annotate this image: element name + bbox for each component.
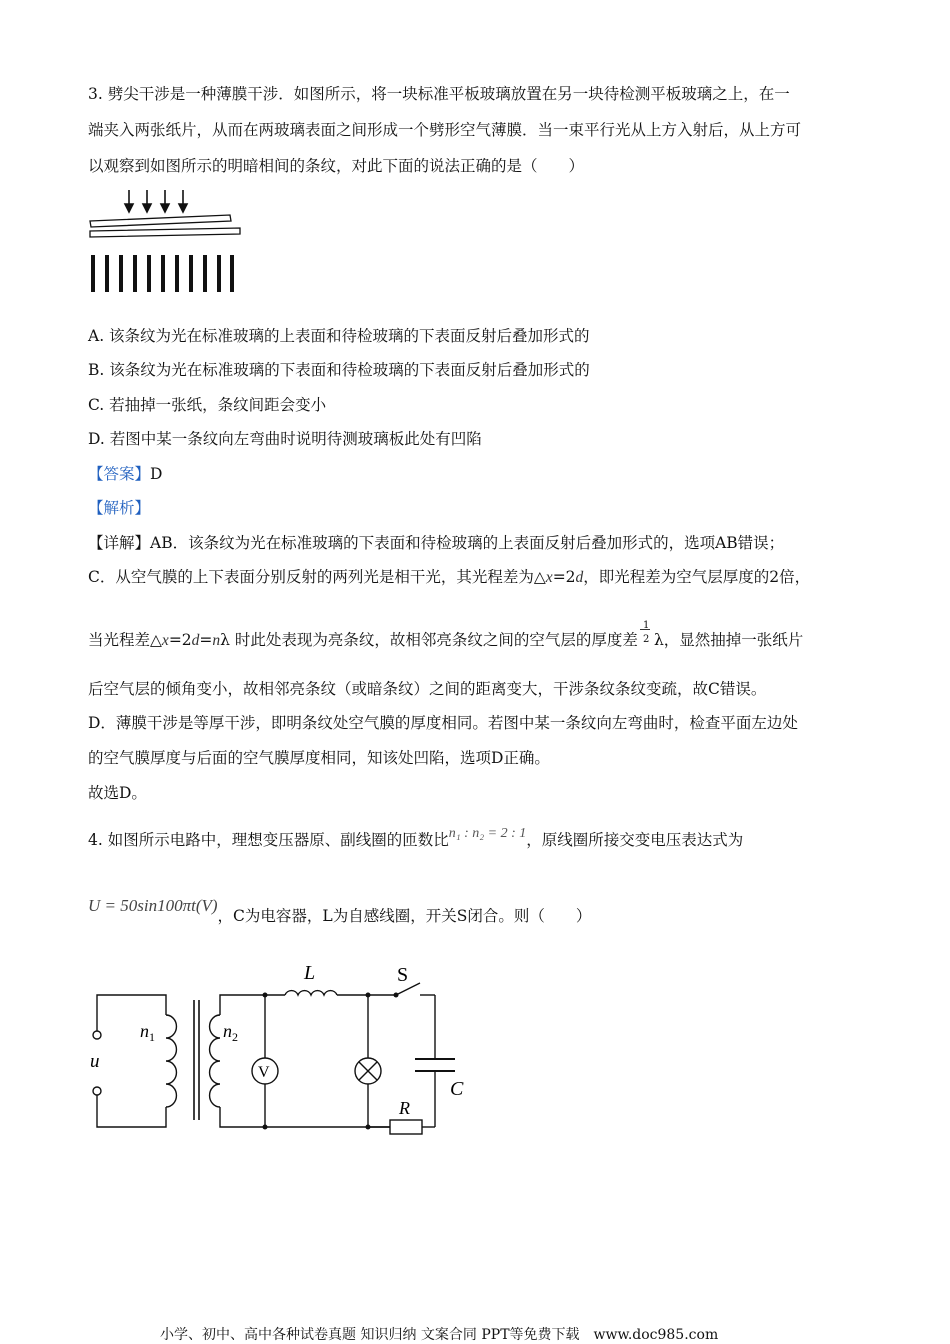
text: 当光程差△	[88, 631, 162, 649]
q3-answer	[88, 464, 162, 484]
q3-analysis-tag	[88, 498, 150, 518]
secondary-coil	[210, 1015, 220, 1107]
text: C．从空气膜的上下表面分别反射的两列光是相干光，其光程差为△	[88, 568, 546, 586]
var-d: d	[575, 569, 584, 586]
fraction-numerator: 1	[642, 620, 650, 631]
label-n2: $n_2$	[223, 1021, 238, 1044]
var-d: d	[191, 632, 200, 649]
glass-plates	[90, 215, 240, 237]
label-R: R	[399, 1098, 410, 1118]
q3-conclusion: 故选D。	[88, 784, 147, 802]
q3-option-d: D. 若图中某一条纹向左弯曲时说明待测玻璃板此处有凹陷	[88, 430, 482, 448]
junction-dot	[263, 993, 268, 998]
var-n: n	[212, 632, 221, 649]
q4-stem-line1	[88, 826, 744, 852]
transformer-circuit-diagram	[80, 955, 480, 1140]
text: λ，显然抽掉一张纸片	[653, 631, 804, 649]
turns-ratio: n₁ : n₂ = 2 : 1	[448, 826, 527, 841]
detail-tag: 【详解】	[88, 534, 151, 552]
q3-stem-line2: 端夹入两张纸片，从而在两玻璃表面之间形成一个劈形空气薄膜．当一束平行光从上方入射后，从上方可	[88, 121, 802, 139]
q4-stem-line2	[88, 896, 592, 926]
text: ，即光程差为空气层厚度的2倍，	[583, 568, 811, 586]
switch-pivot	[394, 993, 399, 998]
q3-option-b: B. 该条纹为光在标准玻璃的下表面和待检玻璃的下表面反射后叠加形式的	[88, 361, 590, 379]
input-terminal-top	[93, 1031, 101, 1039]
primary-wire	[97, 995, 166, 1031]
inductor-L	[285, 991, 337, 995]
junction-dot	[366, 993, 371, 998]
q3-detail-c-line2	[88, 620, 804, 651]
q3-option-a: A. 该条纹为光在标准玻璃的上表面和待检玻璃的下表面反射后叠加形式的	[88, 327, 590, 345]
input-terminal-bottom	[93, 1087, 101, 1095]
text: λ 时此处表现为亮条纹，故相邻亮条纹之间的空气层的厚度差	[220, 631, 638, 649]
analysis-tag: 【解析】	[88, 499, 151, 517]
label-u: u	[90, 1051, 100, 1072]
answer-tag: 【答案】	[88, 465, 151, 483]
junction-dot	[366, 1125, 371, 1130]
secondary-wire	[220, 995, 285, 1015]
q3-option-c: C. 若抽掉一张纸，条纹间距会变小	[88, 396, 327, 414]
secondary-wire	[220, 1107, 390, 1127]
label-C: C	[450, 1078, 464, 1100]
q3-detail-c-line3: 后空气层的倾角变小，故相邻亮条纹（或暗条纹）之间的距离变大，干涉条纹条纹变疏，故C错误。	[88, 680, 767, 698]
detail-text: AB．该条纹为光在标准玻璃的下表面和待检玻璃的上表面反射后叠加形式的，选项AB错误；	[150, 534, 785, 552]
label-L: L	[304, 962, 316, 984]
q3-detail-c-line1	[88, 567, 810, 588]
text: ，原线圈所接交变电压表达式为	[526, 831, 744, 849]
label-S: S	[397, 964, 409, 986]
label-V: V	[258, 1064, 270, 1081]
resistor-R	[390, 1120, 422, 1134]
q3-stem-line1: 3. 劈尖干涉是一种薄膜干涉．如图所示，将一块标准平板玻璃放置在另一块待检测平板玻璃之上，在一	[88, 85, 790, 103]
text: =2	[552, 568, 576, 586]
incident-light-arrows	[125, 190, 187, 212]
var-x: x	[545, 569, 553, 586]
junction-dot	[263, 1125, 268, 1130]
var-x: x	[161, 632, 169, 649]
label-n1: $n_1$	[140, 1021, 155, 1044]
text: 4. 如图所示电路中，理想变压器原、副线圈的匝数比	[88, 831, 449, 849]
text: =2	[168, 631, 192, 649]
answer-value: D	[150, 465, 163, 483]
primary-coil	[166, 1015, 176, 1107]
page-footer: 小学、初中、高中各种试卷真题 知识归纳 文案合同 PPT等免费下载 www.doc985.com	[160, 1327, 719, 1343]
q3-stem-line3: 以观察到如图所示的明暗相间的条纹，对此下面的说法正确的是（ ）	[88, 157, 585, 175]
q3-detail-d-line2: 的空气膜厚度与后面的空气膜厚度相同，知该处凹陷，选项D正确。	[88, 749, 550, 767]
q3-detail-d-line1: D．薄膜干涉是等厚干涉，即明条纹处空气膜的厚度相同。若图中某一条纹向左弯曲时，检查平面左边处	[88, 714, 798, 732]
interference-fringes	[91, 255, 234, 292]
voltage-formula: U = 50sin100πt(V)	[88, 896, 218, 915]
fraction-denominator: 2	[642, 634, 650, 645]
text: =	[199, 631, 213, 649]
text: ，C为电容器，L为自感线圈，开关S闭合。则（ ）	[217, 907, 592, 925]
primary-wire	[97, 1095, 166, 1127]
q3-detail-line1	[88, 533, 784, 553]
wedge-interference-figure	[85, 188, 245, 298]
fraction-half	[638, 620, 654, 650]
